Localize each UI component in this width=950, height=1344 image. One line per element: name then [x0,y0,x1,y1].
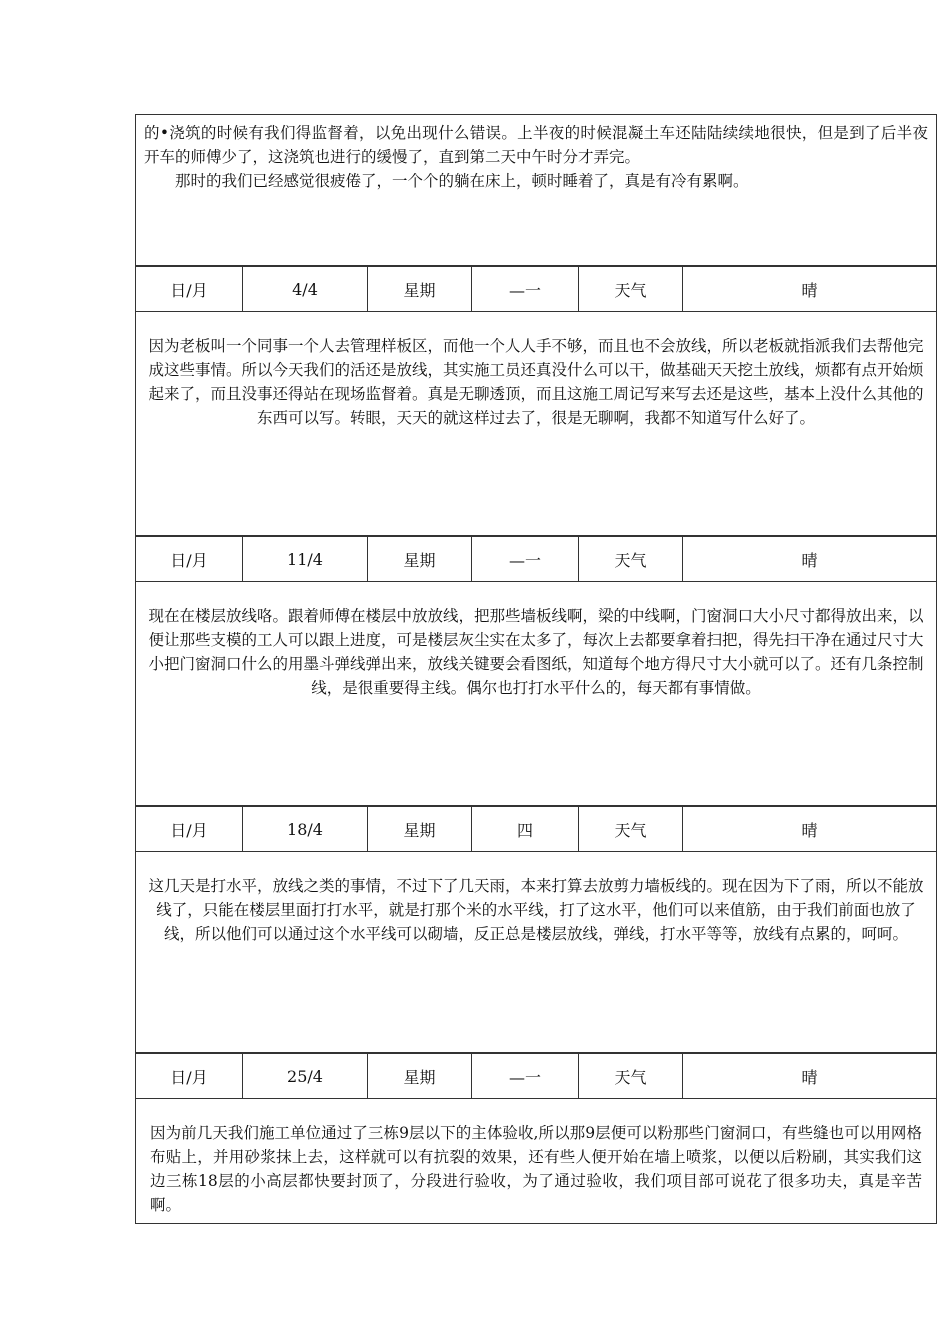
weather-label: 天气 [579,537,683,581]
weekday-value: —一 [472,1054,579,1098]
entry-text-box [135,852,937,1053]
weather-label: 天气 [579,807,683,851]
weather-label: 天气 [579,267,683,311]
weather-label: 天气 [579,1054,683,1098]
date-value: 11/4 [243,537,368,581]
entry-header-row [135,1053,937,1099]
entry-header-row [135,536,937,582]
entry-paragraph: 现在在楼层放线咯。跟着师傅在楼层中放放线，把那些墙板线啊，梁的中线啊，门窗洞口大小尺寸都得放出来，以便让那些支模的工人可以跟上进度，可是楼层灰尘实在太多了，每次上去都要拿着扫把，得先扫干净在通过尺寸大小把门窗洞口什么的用墨斗弹线弹出来，放线关键要会看图纸，知道每个地方得尺寸大小就可以了。还有几条控制线，是很重要得主线。偶尔也打打水平什么的，每天都有事情做。 [148,607,924,697]
date-label: 日/月 [136,267,243,311]
date-label: 日/月 [136,537,243,581]
weekday-label: 星期 [368,807,472,851]
weekday-value: 四 [472,807,579,851]
entry-text-box [135,312,937,536]
weekday-label: 星期 [368,1054,472,1098]
date-label: 日/月 [136,807,243,851]
entry-header-row [135,266,937,312]
entry-paragraph: 的•浇筑的时候有我们得监督着，以免出现什么错误。上半夜的时候混凝土车还陆陆续续地很快，但是到了后半夜开车的师傅少了，这浇筑也进行的缓慢了，直到第二天中午时分才弄完。 [144,124,928,166]
weather-value: 晴 [801,1067,818,1087]
entry-paragraph: 那时的我们已经感觉很疲倦了，一个个的躺在床上，顿时睡着了，真是有冷有累啊。 [175,172,749,190]
entry-text-box [135,1099,937,1224]
entry-text-box [135,114,937,266]
date-value: 25/4 [243,1054,368,1098]
date-label: 日/月 [136,1054,243,1098]
entry-text-box [135,582,937,806]
weekday-value: —一 [472,267,579,311]
date-value: 18/4 [243,807,368,851]
weather-value: 晴 [801,820,818,840]
entry-header-row [135,806,937,852]
weekday-label: 星期 [368,267,472,311]
entry-paragraph: 因为老板叫一个同事一个人去管理样板区，而他一个人人手不够，而且也不会放线，所以老板就指派我们去帮他完成这些事情。所以今天我们的活还是放线，其实施工员还真没什么可以干，做基础天天挖土放线，烦都有点开始烦起来了，而且没事还得站在现场监督着。真是无聊透顶，而且这施工周记写来写去还是这些，基本上没什么其他的东西可以写。转眼，天天的就这样过去了，很是无聊啊，我都不知道写什么好了。 [148,337,924,427]
weekday-value: —一 [472,537,579,581]
weekday-label: 星期 [368,537,472,581]
weather-value: 晴 [801,280,818,300]
weather-value: 晴 [801,550,818,570]
date-value: 4/4 [243,267,368,311]
entry-paragraph: 因为前几天我们施工单位通过了三栋9层以下的主体验收,所以那9层便可以粉那些门窗洞口，有些缝也可以用网格布贴上，并用砂浆抹上去，这样就可以有抗裂的效果，还有些人便开始在墙上喷浆，以便以后粉刷，其实我们这边三栋18层的小高层都快要封顶了，分段进行验收，为了通过验收，我们项目部可说花了很多功夫，真是辛苦啊。 [150,1124,922,1214]
entry-paragraph: 这几天是打水平，放线之类的事情，不过下了几天雨，本来打算去放剪力墙板线的。现在因为下了雨，所以不能放线了，只能在楼层里面打打水平，就是打那个米的水平线，打了这水平，他们可以来值筋，由于我们前面也放了线，所以他们可以通过这个水平线可以砌墙，反正总是楼层放线，弹线，打水平等等，放线有点累的，呵呵。 [148,877,924,943]
